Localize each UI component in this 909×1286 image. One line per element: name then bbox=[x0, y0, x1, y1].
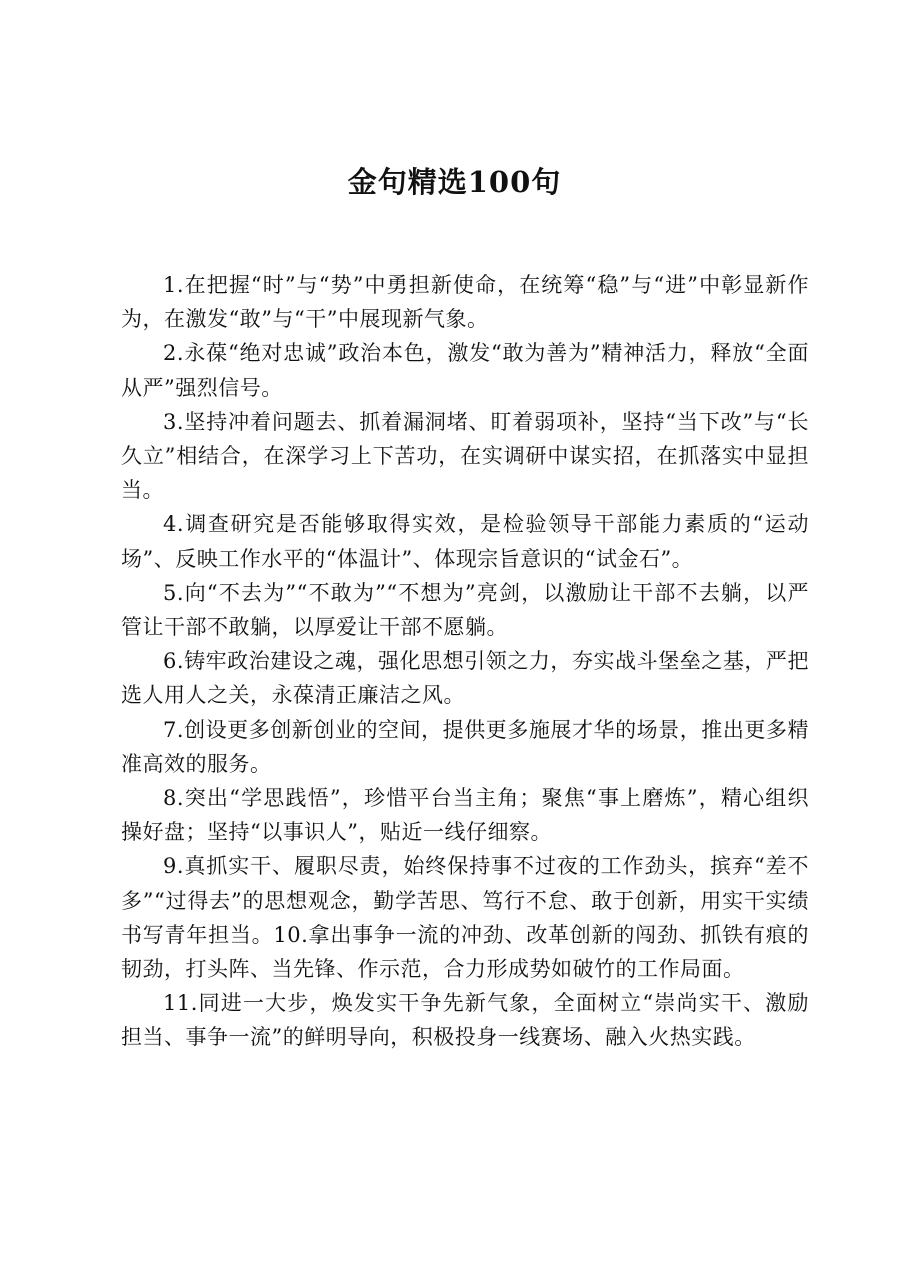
paragraph-7: 7.创设更多创新创业的空间，提供更多施展才华的场景，推出更多精准高效的服务。 bbox=[121, 717, 809, 776]
paragraph-4: 4.调查研究是否能够取得实效，是检验领导干部能力素质的“运动场”、反映工作水平的“体温计”、体现宗旨意识的“试金石”。 bbox=[121, 512, 809, 571]
paragraph-5: 5.向“不去为”“不敢为”“不想为”亮剑，以激励让干部不去躺，以严管让干部不敢躺，以厚爱让干部不愿躺。 bbox=[121, 580, 809, 640]
document-title: 金句精选100句 bbox=[347, 165, 562, 199]
paragraph-2: 2.永葆“绝对忠诚”政治本色，激发“敢为善为”精神活力，释放“全面从严”强烈信号。 bbox=[121, 341, 809, 400]
paragraph-6: 6.铸牢政治建设之魂，强化思想引领之力，夯实战斗堡垒之基，严把选人用人之关，永葆清正廉洁之风。 bbox=[121, 649, 809, 708]
paragraph-10: 11.同进一大步，焕发实干争先新气象，全面树立“崇尚实干、激励担当、事争一流”的鲜明导向，积极投身一线赛场、融入火热实践。 bbox=[121, 991, 809, 1050]
paragraph-1: 1.在把握“时”与“势”中勇担新使命，在统筹“稳”与“进”中彰显新作为，在激发“敢”与“干”中展现新气象。 bbox=[121, 273, 809, 332]
document-body bbox=[121, 268, 809, 1055]
paragraph-3: 3.坚持冲着问题去、抓着漏洞堵、盯着弱项补，坚持“当下改”与“长久立”相结合，在深学习上下苦功，在实调研中谋实招，在抓落实中显担当。 bbox=[121, 409, 809, 503]
paragraph-9: 9.真抓实干、履职尽责，始终保持事不过夜的工作劲头，摈弃“差不多”“过得去”的思想观念，勤学苦思、笃行不怠、敢于创新，用实干实绩书写青年担当。10.拿出事争一流的冲劲、改革创新的闯劲、抓铁有痕的韧劲，打头阵、当先锋、作示范，合力形成势如破竹的工作局面。 bbox=[121, 854, 809, 982]
paragraph-8: 8.突出“学思践悟”，珍惜平台当主角；聚焦“事上磨炼”，精心组织操好盘；坚持“以事识人”，贴近一线仔细察。 bbox=[121, 786, 809, 845]
